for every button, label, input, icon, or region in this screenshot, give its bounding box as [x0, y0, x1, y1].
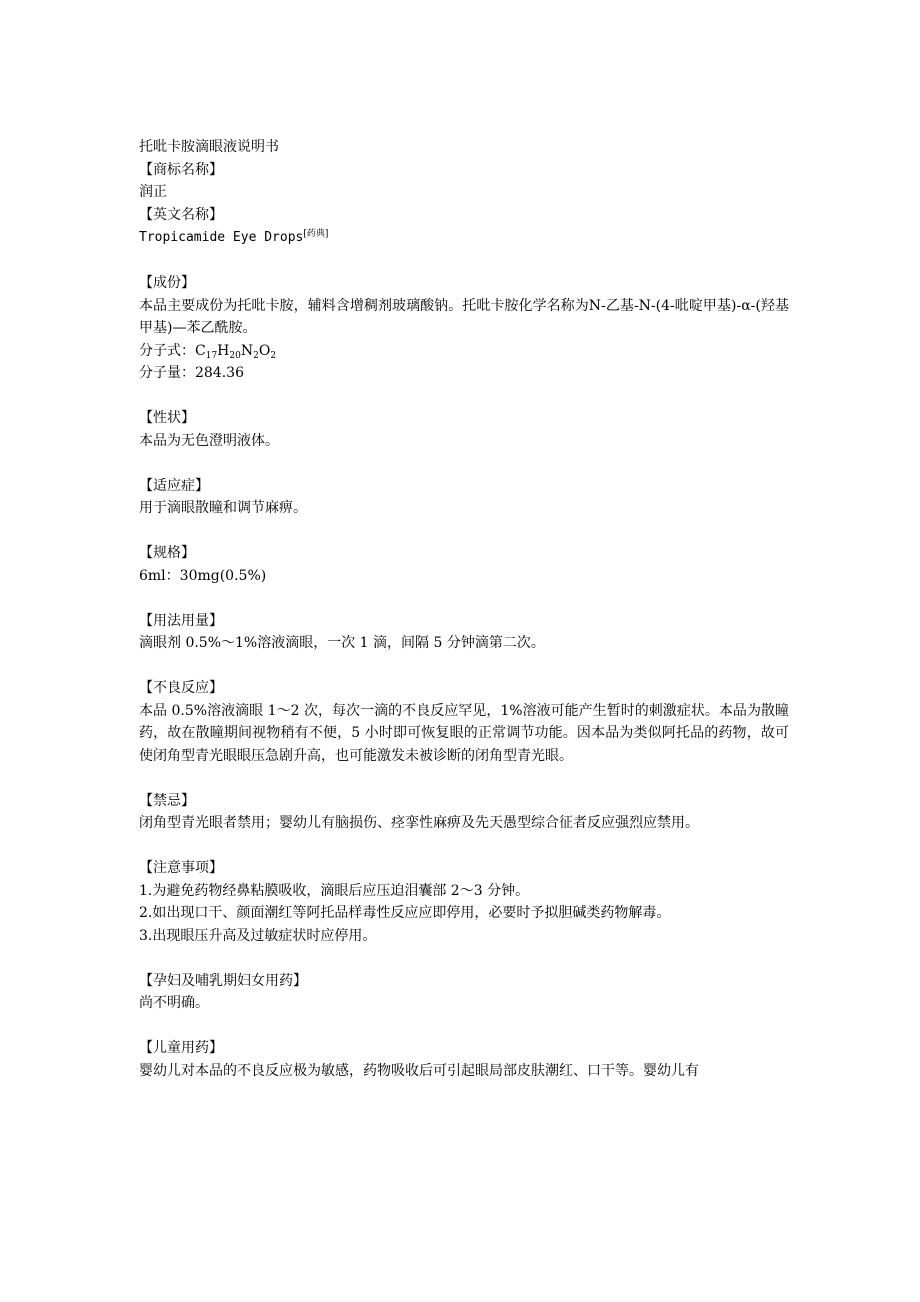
pediatric-heading: 【儿童用药】: [139, 1040, 223, 1056]
document-title: 托吡卡胺滴眼液说明书: [139, 139, 279, 155]
english-name-heading: 【英文名称】: [139, 206, 223, 223]
indications-heading: 【适应症】: [139, 477, 209, 494]
molecular-weight-value: 284.36: [195, 365, 244, 381]
trade-name-heading: 【商标名称】: [139, 161, 223, 178]
specification-heading: 【规格】: [139, 545, 195, 561]
composition-text: 本品主要成份为托吡卡胺，辅料含增稠剂玻璃酸钠。托吡卡胺化学名称为N-乙基-N-(4-吡啶甲基)-α-(羟基甲基)—苯乙酰胺。: [139, 297, 789, 336]
precaution-item: 3.出现眼压升高及过敏症状时应停用。: [139, 927, 377, 944]
molecular-weight-line: [139, 362, 789, 385]
pregnancy-text: 尚不明确。: [139, 995, 209, 1011]
formula-o: O: [258, 342, 271, 359]
dosage-text: 滴眼剂 0.5%～1%溶液滴眼，一次 1 滴，间隔 5 分钟滴第二次。: [139, 635, 545, 651]
document-page: [139, 136, 789, 1082]
composition-heading: 【成份】: [139, 275, 195, 291]
spacer: [139, 947, 789, 970]
pharmacopoeia-mark: [药典]: [303, 229, 329, 239]
spacer: [139, 385, 789, 408]
specification-text: 6ml：30mg(0.5%): [139, 567, 267, 584]
spacer: [139, 1015, 789, 1038]
formula-n-count: 2: [253, 350, 259, 361]
formula-c-count: 17: [205, 350, 218, 361]
formula-c: C: [195, 342, 206, 359]
molecular-formula-line: [139, 340, 789, 363]
precaution-item: 2.如出现口干、颜面潮红等阿托品样毒性反应应即停用，必要时予拟胆碱类药物解毒。: [139, 905, 671, 921]
spacer: [139, 520, 789, 543]
trade-name-value: 润正: [139, 184, 167, 200]
contraindications-heading: 【禁忌】: [139, 792, 195, 809]
pregnancy-heading: 【孕妇及哺乳期妇女用药】: [139, 972, 307, 989]
indications-text: 用于滴眼散瞳和调节麻痹。: [139, 500, 307, 516]
spacer: [139, 587, 789, 610]
precaution-item: 1.为避免药物经鼻粘膜吸收，滴眼后应压迫泪囊部 2～3 分钟。: [139, 882, 530, 899]
formula-h: H: [217, 342, 230, 359]
spacer: [139, 452, 789, 475]
molecular-formula-label: 分子式：: [139, 342, 195, 359]
contraindications-text: 闭角型青光眼者禁用；婴幼儿有脑损伤、痉挛性麻痹及先天愚型综合征者反应强烈应禁用。: [139, 815, 699, 831]
formula-o-count: 2: [270, 350, 277, 361]
pediatric-text: 婴幼儿对本品的不良反应极为敏感，药物吸收后可引起眼局部皮肤潮红、口干等。婴幼儿有: [139, 1062, 699, 1079]
formula-h-count: 20: [229, 350, 241, 361]
spacer: [139, 250, 789, 273]
spacer: [139, 835, 789, 858]
english-name-value: Tropicamide Eye Drops: [139, 230, 304, 245]
dosage-heading: 【用法用量】: [139, 612, 223, 629]
spacer: [139, 767, 789, 790]
formula-n: N: [240, 342, 254, 359]
adverse-reactions-text: 本品 0.5%溶液滴眼 1～2 次，每次一滴的不良反应罕见，1%溶液可能产生暂时的刺激症状。本品为散瞳药，故在散瞳期间视物稍有不便，5 小时即可恢复眼的正常调节功能。因本品为类似阿托品的药物，故可使闭角型青光眼眼压急剧升高，也可能激发未被诊断的闭角型青光眼。: [139, 702, 789, 764]
spacer: [139, 655, 789, 678]
appearance-heading: 【性状】: [139, 410, 195, 426]
appearance-text: 本品为无色澄明液体。: [139, 432, 279, 449]
adverse-reactions-heading: 【不良反应】: [139, 680, 223, 696]
molecular-weight-label: 分子量：: [139, 365, 195, 381]
english-name-line: [139, 226, 789, 250]
precautions-heading: 【注意事项】: [139, 860, 223, 876]
